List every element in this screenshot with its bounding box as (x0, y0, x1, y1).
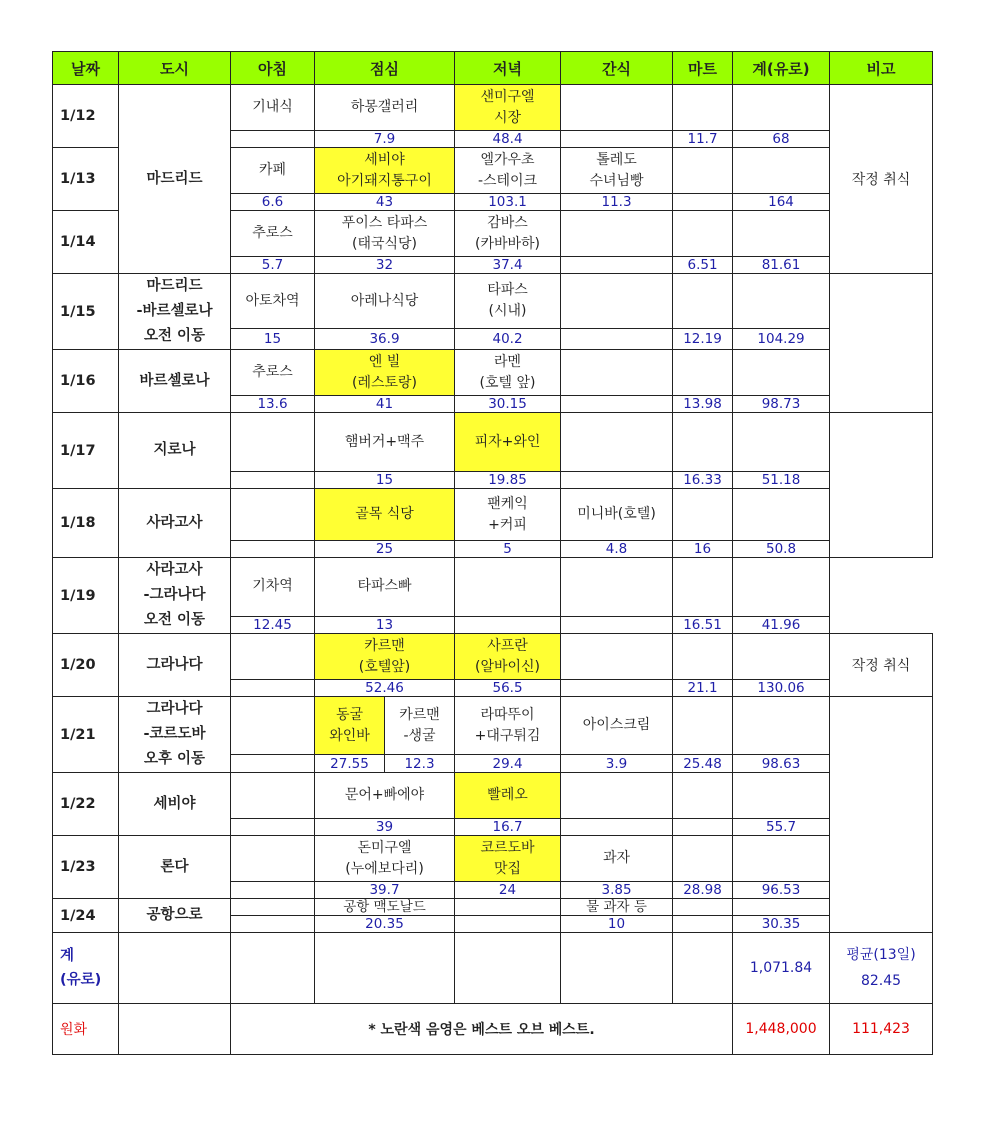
highlight-note: * 노란색 음영은 베스트 오브 베스트. (231, 1004, 733, 1055)
breakfast-amount: 13.6 (231, 396, 315, 413)
header-breakfast: 아침 (231, 52, 315, 85)
breakfast-cell: 추로스 (231, 350, 315, 396)
snack-cell: 톨레도 수녀님빵 (561, 148, 673, 194)
grand-total: 1,071.84 (733, 933, 830, 1004)
date-cell: 1/24 (53, 899, 119, 933)
remarks-cell: 작정 취식 (830, 85, 933, 274)
table-row (53, 836, 933, 882)
total-amount: 96.53 (733, 882, 830, 899)
daily-average: 평균(13일) 82.45 (830, 933, 933, 1004)
lunch-cell: 카르맨 (호텔앞) (315, 634, 455, 680)
date-cell: 1/23 (53, 836, 119, 899)
date-cell: 1/15 (53, 274, 119, 350)
city-cell: 마드리드 -바르셀로나 오전 이동 (119, 274, 231, 350)
dinner-amount: 40.2 (455, 329, 561, 350)
header-mart: 마트 (673, 52, 733, 85)
dinner-amount: 16.7 (455, 819, 561, 836)
remarks-cell (830, 413, 933, 558)
city-cell: 그라나다 -코르도바 오후 이동 (119, 697, 231, 773)
dinner-cell: 피자+와인 (455, 413, 561, 472)
header-city: 도시 (119, 52, 231, 85)
date-cell: 1/13 (53, 148, 119, 211)
date-cell: 1/17 (53, 413, 119, 489)
sum-row (53, 933, 933, 1004)
date-cell: 1/21 (53, 697, 119, 773)
lunch-amount: 25 (315, 541, 455, 558)
mart-amount: 28.98 (673, 882, 733, 899)
lunch-amount: 52.46 (315, 680, 455, 697)
city-cell: 사라고사 -그라나다 오전 이동 (119, 558, 231, 634)
dinner-amount: 48.4 (455, 131, 561, 148)
total-amount: 98.73 (733, 396, 830, 413)
lunch-amount-a: 27.55 (315, 755, 385, 773)
total-cell (733, 85, 830, 131)
dinner-amount: 29.4 (455, 755, 561, 773)
table-row (53, 274, 933, 329)
table-row (53, 634, 933, 680)
dinner-cell: 타파스 (시내) (455, 274, 561, 329)
lunch-cell-b: 카르맨 -생굴 (385, 697, 455, 755)
dinner-cell: 사프란 (알바이신) (455, 634, 561, 680)
snack-amount: 11.3 (561, 194, 673, 211)
breakfast-amount: 15 (231, 329, 315, 350)
total-amount: 41.96 (733, 616, 830, 633)
city-cell: 바르셀로나 (119, 350, 231, 413)
table-row (53, 899, 933, 916)
snack-cell: 물 과자 등 (561, 899, 673, 916)
total-amount: 104.29 (733, 329, 830, 350)
table-row (53, 413, 933, 472)
header-dinner: 저녁 (455, 52, 561, 85)
date-cell: 1/19 (53, 558, 119, 634)
total-amount: 68 (733, 131, 830, 148)
lunch-amount: 15 (315, 472, 455, 489)
dinner-amount: 19.85 (455, 472, 561, 489)
lunch-amount: 20.35 (315, 916, 455, 933)
date-cell: 1/22 (53, 773, 119, 836)
date-cell: 1/20 (53, 634, 119, 697)
lunch-cell: 햄버거+맥주 (315, 413, 455, 472)
snack-cell: 과자 (561, 836, 673, 882)
expense-table (52, 51, 933, 1055)
breakfast-cell: 카페 (231, 148, 315, 194)
krw-average: 111,423 (830, 1004, 933, 1055)
header-row (53, 52, 933, 85)
dinner-cell: 라멘 (호텔 앞) (455, 350, 561, 396)
lunch-amount: 41 (315, 396, 455, 413)
mart-amount: 16 (673, 541, 733, 558)
lunch-amount: 32 (315, 257, 455, 274)
total-amount: 51.18 (733, 472, 830, 489)
dinner-cell: 빨레오 (455, 773, 561, 819)
remarks-cell (830, 697, 933, 933)
lunch-amount: 39.7 (315, 882, 455, 899)
mart-amount: 25.48 (673, 755, 733, 773)
mart-cell (673, 85, 733, 131)
total-amount: 81.61 (733, 257, 830, 274)
dinner-cell: 코르도바 맛집 (455, 836, 561, 882)
date-cell: 1/12 (53, 85, 119, 148)
dinner-cell: 라따뚜이 +대구튀김 (455, 697, 561, 755)
dinner-amount: 37.4 (455, 257, 561, 274)
lunch-cell: 세비야 아기돼지통구이 (315, 148, 455, 194)
total-amount: 130.06 (733, 680, 830, 697)
city-cell: 마드리드 (119, 85, 231, 274)
breakfast-amount: 12.45 (231, 616, 315, 633)
lunch-cell: 돈미구엘 (누에보다리) (315, 836, 455, 882)
krw-label: 원화 (53, 1004, 119, 1055)
date-cell: 1/18 (53, 489, 119, 558)
table-row (53, 489, 933, 541)
lunch-amount: 43 (315, 194, 455, 211)
snack-cell (561, 85, 673, 131)
snack-amount: 10 (561, 916, 673, 933)
lunch-amount: 13 (315, 616, 455, 633)
dinner-cell: 팬케익 +커피 (455, 489, 561, 541)
sum-label: 계 (유로) (53, 933, 119, 1004)
breakfast-amount: 6.6 (231, 194, 315, 211)
city-cell: 그라나다 (119, 634, 231, 697)
lunch-cell-a: 동굴 와인바 (315, 697, 385, 755)
mart-amount: 12.19 (673, 329, 733, 350)
header-remarks: 비고 (830, 52, 933, 85)
total-amount: 164 (733, 194, 830, 211)
breakfast-amount: 5.7 (231, 257, 315, 274)
remarks-cell (830, 274, 933, 413)
snack-amount: 3.9 (561, 755, 673, 773)
total-amount: 98.63 (733, 755, 830, 773)
table-row (53, 558, 933, 617)
table-row (53, 85, 933, 131)
lunch-cell: 문어+빠에야 (315, 773, 455, 819)
dinner-amount: 56.5 (455, 680, 561, 697)
mart-amount: 11.7 (673, 131, 733, 148)
breakfast-cell: 기내식 (231, 85, 315, 131)
dinner-amount: 30.15 (455, 396, 561, 413)
snack-cell: 미니바(호텔) (561, 489, 673, 541)
remarks-cell: 작정 취식 (830, 634, 933, 697)
dinner-amount: 5 (455, 541, 561, 558)
lunch-amount: 36.9 (315, 329, 455, 350)
lunch-cell: 푸이스 타파스 (태국식당) (315, 211, 455, 257)
mart-amount: 21.1 (673, 680, 733, 697)
date-cell: 1/16 (53, 350, 119, 413)
dinner-cell: 샌미구엘 시장 (455, 85, 561, 131)
header-total: 계(유로) (733, 52, 830, 85)
total-amount: 30.35 (733, 916, 830, 933)
city-cell: 공항으로 (119, 899, 231, 933)
city-cell: 론다 (119, 836, 231, 899)
mart-amount: 6.51 (673, 257, 733, 274)
table-row (53, 350, 933, 396)
dinner-cell: 감바스 (카바바하) (455, 211, 561, 257)
lunch-cell: 타파스빠 (315, 558, 455, 617)
date-cell: 1/14 (53, 211, 119, 274)
dinner-amount: 103.1 (455, 194, 561, 211)
header-date: 날짜 (53, 52, 119, 85)
total-amount: 55.7 (733, 819, 830, 836)
lunch-amount: 7.9 (315, 131, 455, 148)
city-cell: 사라고사 (119, 489, 231, 558)
breakfast-cell: 기차역 (231, 558, 315, 617)
dinner-cell: 엘가우초 -스테이크 (455, 148, 561, 194)
mart-amount: 13.98 (673, 396, 733, 413)
krw-row (53, 1004, 933, 1055)
table-row (53, 773, 933, 819)
mart-amount: 16.51 (673, 616, 733, 633)
lunch-amount-b: 12.3 (385, 755, 455, 773)
krw-total: 1,448,000 (733, 1004, 830, 1055)
header-lunch: 점심 (315, 52, 455, 85)
snack-amount: 4.8 (561, 541, 673, 558)
mart-cell (673, 148, 733, 194)
header-snack: 간식 (561, 52, 673, 85)
total-cell (733, 148, 830, 194)
lunch-amount: 39 (315, 819, 455, 836)
city-cell: 지로나 (119, 413, 231, 489)
snack-amount: 3.85 (561, 882, 673, 899)
total-amount: 50.8 (733, 541, 830, 558)
breakfast-cell: 추로스 (231, 211, 315, 257)
lunch-cell: 엔 빌 (레스토랑) (315, 350, 455, 396)
dinner-amount: 24 (455, 882, 561, 899)
snack-cell: 아이스크림 (561, 697, 673, 755)
city-cell: 세비야 (119, 773, 231, 836)
lunch-cell: 골목 식당 (315, 489, 455, 541)
lunch-cell: 공항 맥도날드 (315, 899, 455, 916)
mart-amount: 16.33 (673, 472, 733, 489)
lunch-cell: 하몽갤러리 (315, 85, 455, 131)
table-row (53, 697, 933, 755)
lunch-cell: 아레나식당 (315, 274, 455, 329)
breakfast-cell: 아토차역 (231, 274, 315, 329)
